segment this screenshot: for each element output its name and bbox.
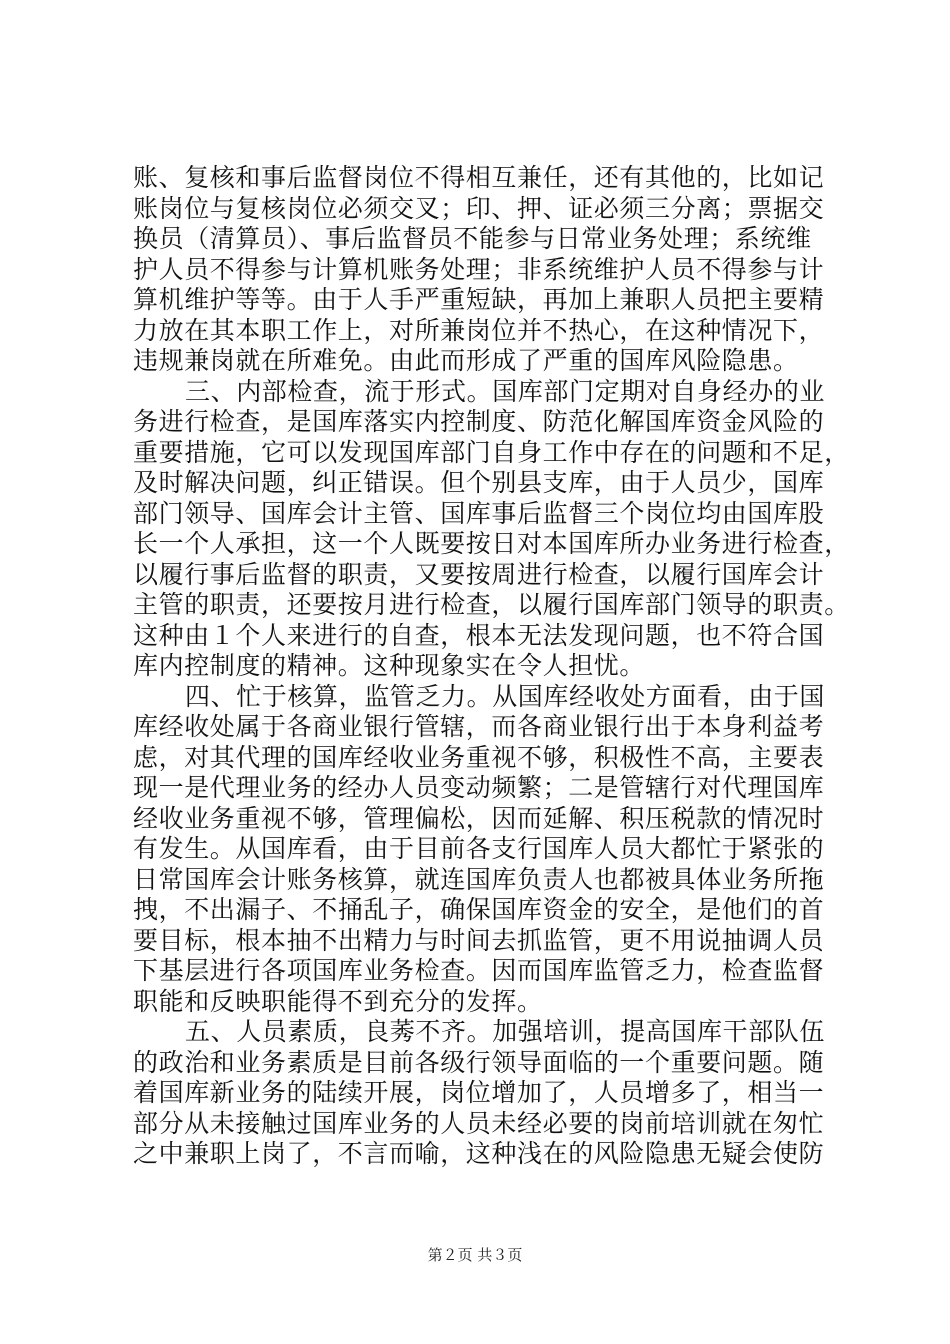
text-line: 之中兼职上岗了，不言而喻，这种浅在的风险隐患无疑会使防 bbox=[133, 1139, 825, 1168]
text-line: 主管的职责，还要按月进行检查，以履行国库部门领导的职责。 bbox=[133, 590, 850, 619]
text-line: 着国库新业务的陆续开展，岗位增加了，人员增多了，相当一 bbox=[133, 1078, 825, 1107]
text-line: 换员（清算员）、事后监督员不能参与日常业务处理；系统维 bbox=[133, 224, 812, 253]
section-heading-line: 五、人员素质，良莠不齐。加强培训，提高国库干部队伍 bbox=[185, 1017, 826, 1046]
text-line: 日常国库会计账务核算，就连国库负责人也都被具体业务所拖 bbox=[133, 864, 825, 894]
text-line: 现一是代理业务的经办人员变动频繁；二是管辖行对代理国库 bbox=[133, 773, 825, 802]
text-line: 账岗位与复核岗位必须交叉；印、押、证必须三分离；票据交 bbox=[133, 193, 825, 223]
text-line: 护人员不得参与计算机账务处理；非系统维护人员不得参与计 bbox=[133, 254, 825, 284]
text-line: 算机维护等等。由于人手严重短缺，再加上兼职人员把主要精 bbox=[133, 285, 825, 314]
text-line: 职能和反映职能得不到充分的发挥。 bbox=[133, 986, 543, 1016]
text-line: 库经收处属于各商业银行管辖，而各商业银行出于本身利益考 bbox=[133, 712, 825, 741]
section-heading-line: 三、内部检查，流于形式。国库部门定期对自身经办的业 bbox=[185, 376, 826, 406]
text-line: 及时解决问题，纠正错误。但个别县支库，由于人员少，国库 bbox=[133, 468, 825, 497]
text-line: 力放在其本职工作上，对所兼岗位并不热心，在这种情况下， bbox=[133, 315, 825, 345]
text-line: 以履行事后监督的职责，又要按周进行检查，以履行国库会计 bbox=[133, 559, 825, 589]
body-text bbox=[133, 163, 850, 1170]
text-line: 重要措施，它可以发现国库部门自身工作中存在的问题和不足， bbox=[133, 437, 850, 467]
page-number-footer: 第２页 共３页 bbox=[427, 1246, 523, 1264]
text-line: 部门领导、国库会计主管、国库事后监督三个岗位均由国库股 bbox=[133, 498, 825, 528]
text-line: 拽，不出漏子、不捅乱子，确保国库资金的安全，是他们的首 bbox=[133, 895, 825, 924]
text-line: 的政治和业务素质是目前各级行领导面临的一个重要问题。随 bbox=[133, 1047, 825, 1077]
text-line: 部分从未接触过国库业务的人员未经必要的岗前培训就在匆忙 bbox=[133, 1108, 825, 1138]
text-line: 库内控制度的精神。这种现象实在令人担忧。 bbox=[133, 651, 646, 680]
text-line: 这种由１个人来进行的自查，根本无法发现问题，也不符合国 bbox=[133, 620, 825, 650]
text-line: 下基层进行各项国库业务检查。因而国库监管乏力，检查监督 bbox=[133, 956, 825, 985]
text-line: 有发生。从国库看，由于目前各支行国库人员大都忙于紧张的 bbox=[133, 834, 825, 863]
text-line: 违规兼岗就在所难免。由此而形成了严重的国库风险隐患。 bbox=[133, 346, 799, 375]
section-heading-line: 四、忙于核算，监管乏力。从国库经收处方面看，由于国 bbox=[185, 681, 826, 711]
text-line: 虑，对其代理的国库经收业务重视不够，积极性不高，主要表 bbox=[133, 742, 825, 772]
text-line: 经收业务重视不够，管理偏松，因而延解、积压税款的情况时 bbox=[133, 803, 825, 833]
text-line: 长一个人承担，这一个人既要按日对本国库所办业务进行检查， bbox=[133, 529, 850, 558]
text-line: 要目标，根本抽不出精力与时间去抓监管，更不用说抽调人员 bbox=[133, 925, 825, 955]
text-line: 务进行检查，是国库落实内控制度、防范化解国库资金风险的 bbox=[133, 407, 825, 436]
text-line: 账、复核和事后监督岗位不得相互兼任，还有其他的，比如记 bbox=[133, 163, 825, 192]
